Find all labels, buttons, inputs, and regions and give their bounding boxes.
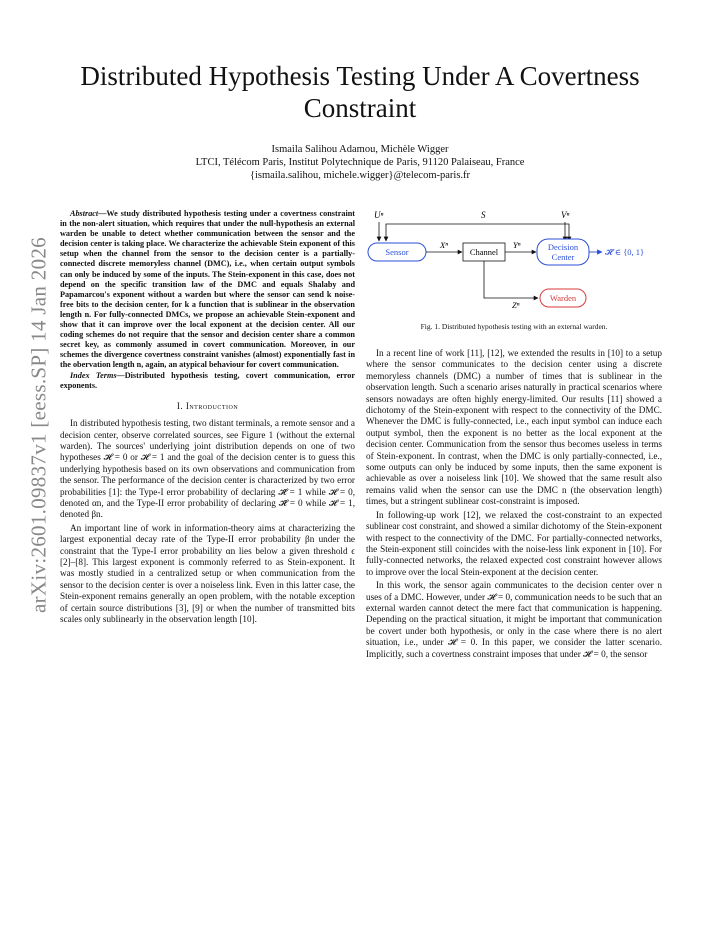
arxiv-identifier [24, 190, 54, 660]
label-yn: Yⁿ [513, 240, 521, 250]
intro-paragraph-1: In distributed hypothesis testing, two distant terminals, a remote sensor and a decision center, observe correlated sources, see Figure 1 (without the external warden). The sources' underlying joint distribution depends on one of two hypotheses 𝓗 = 0 or 𝓗 = 1 and the goal of the decision center is to guess this underlying hypothesis based on its own observations and communication from the sensor. The performance of the decision center is characterized by two error probabilities [1]: the Type-I error probability of declaring 𝓗̂ = 1 while 𝓗 = 0, denoted αn, and the Type-II error probability of declaring 𝓗̂ = 0 while 𝓗 = 1, denoted βn. [60, 418, 355, 520]
index-terms [60, 371, 355, 391]
right-paragraph-2: In following-up work [12], we relaxed the cost-constraint to an expected sublinear cost constraint, and showed a similar dichotomy of the Stein-exponent with respect to the connectivity of the DMC. For partially-connected networks, the Stein-exponent still coincides with the noise-less link exponent in [10]. For fully-connected networks, the relaxed expected cost constraint however allows to improve over the local Stein-exponent at the decision center. [366, 509, 662, 577]
label-un: Uⁿ [374, 210, 384, 220]
section-heading: I. Introduction [176, 400, 239, 411]
email: {ismaila.salihou, michele.wigger}@telecom-paris.fr [249, 170, 471, 181]
author-names: Ismaila Salihou Adamou, Michèle Wigger [271, 144, 449, 155]
output-label: 𝓗̂ ∈ {0, 1} [605, 247, 645, 257]
author-block [60, 143, 660, 182]
index-terms-text: —Distributed hypothesis testing, covert communication, error exponents. [60, 370, 355, 390]
abstract-lead: Abstract [70, 209, 99, 218]
figure-1 [366, 208, 662, 338]
sensor-label: Sensor [385, 247, 409, 257]
label-xn: Xⁿ [440, 240, 448, 250]
decision-label-line2: Center [551, 252, 575, 262]
index-terms-lead: Index Terms [70, 370, 117, 380]
decision-label-line1: Decision [547, 242, 579, 252]
abstract-text: —We study distributed hypothesis testing under a covertness constraint in the non-alert situation, which requires that under the null-hypothesis an external warden be unable to detect whether communication between the sensor and the decision center is taking place. We characterize the achievable Stein exponent of this setup when the channel from the sensor to the decision center is a partially-connected discrete memoryless channel (DMC), i.e., when certain output symbols can only be induced by some of the inputs. The Stein-exponent in this case, does not depend on the specific transition law of the DMC and equals Shalaby and Papamarcou's exponent without a warden but where the sensor can send k noise-free bits to the decision center, for k a function that is sublinear in the observation length n. For fully-connected DMCs, we propose an achievable Stein-exponent and show that it can improve over the local exponent at the decision center. All our coding schemes do not require that the sensor and decision center share a common secret key, as commonly assumed in covert communication. Moreover, in our schemes the divergence covertness constraint vanishes (almost) exponentially fast in the obervation length n, again, an atypical behaviour for covert communication. [60, 209, 355, 370]
warden-label: Warden [549, 293, 577, 303]
intro-paragraph-2: An important line of work in information-theory aims at characterizing the largest exponential decay rate of the Type-II error probability βn under the constraint that the Type-I error probability αn lies below a given threshold ϵ [2]–[8]. This largest exponent is commonly referred to as Stein-exponent. It was mostly studied in a centralized setup or when communication from the sensor to the decision center is over a noiseless link. Even in this latter case, the Stein-exponent remains generally an open problem, with the notable exception of certain source distributions [3], [9] or when the number of transmitted bits scales only sublinearly in the observation length [10]. [60, 522, 355, 624]
paper-title: Distributed Hypothesis Testing Under A Covertness Constraint [80, 61, 640, 123]
right-column [366, 348, 662, 662]
arxiv-id-text: arXiv:2601.09837v1 [eess.SP] 14 Jan 2026 [26, 237, 51, 613]
figure-caption: Fig. 1. Distributed hypothesis testing with an external warden. [420, 322, 608, 331]
abstract [60, 209, 355, 371]
right-paragraph-3: In this work, the sensor again communicates to the decision center over n uses of a DMC. However, under 𝓗 = 0, communication needs to be such that an external warden cannot detect the mere fact that communication is happening. Depending on the practical situation, it might be important that communication be covert under both hypothesis, or only in the case where there is no alert situation, i.e., under 𝓗 = 0. In this paper, we consider the latter scenario. Implicitly, such a covertness constraint imposes that under 𝓗 = 0, the sensor [366, 580, 662, 659]
right-paragraph-1: In a recent line of work [11], [12], we extended the results in [10] to a setup where the sensor communicates to the decision center using a discrete memoryless channels (DMC) a number of times that is sublinear in the observation length. Such a scenario arises naturally in practical scenarios where sensors nowadays are often highly energy-limited. Our results [11] showed a dichotomy of the Stein-exponent with respect to the connectivity of the DMC. Whenever the DMC is fully-connected, i.e., each input symbol can induce each output symbol, then the exponent is no better as the local exponent at the decision center. Communication from the sensor thus becomes useless in terms of Stein-exponent. In contrast, when the DMC is only partially-connected, i.e., some outputs can only be induced by some inputs, then the same exponent is achievable as over a noiseless link [10]. We showed that the same result also remains valid when the sensor can use the DMC n (the observation length) times, but a stringent sublinear cost-constraint is imposed. [366, 348, 662, 507]
system-diagram [366, 208, 662, 320]
affiliation: LTCI, Télécom Paris, Institut Polytechnique de Paris, 91120 Palaiseau, France [195, 157, 525, 168]
left-column [60, 209, 355, 627]
label-s: S [481, 210, 486, 220]
label-vn: Vⁿ [561, 210, 570, 220]
channel-label: Channel [469, 247, 499, 257]
secret-key-line [386, 224, 569, 241]
label-zn: Zⁿ [512, 300, 520, 310]
zn-arrow [484, 261, 538, 298]
